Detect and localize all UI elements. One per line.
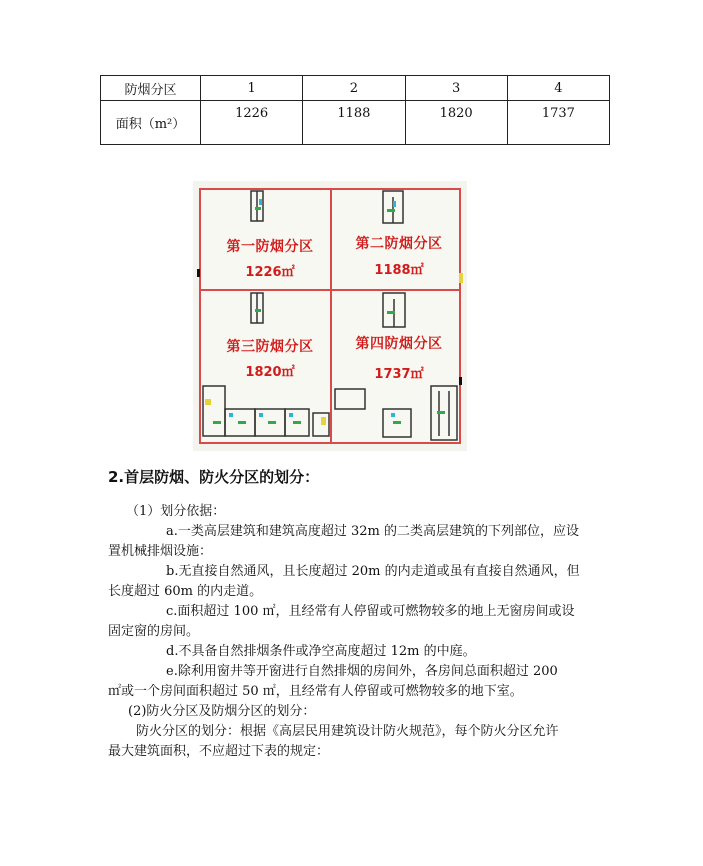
body-line: 置机械排烟设施： xyxy=(108,544,213,559)
body-line: a.一类高层建筑和建筑高度超过 32m 的二类高层建筑的下列部位，应设 xyxy=(166,524,580,539)
plan-zone-3-name: 第三防烟分区 xyxy=(226,339,314,355)
plan-zone-2-name: 第二防烟分区 xyxy=(355,236,443,252)
body-line: 长度超过 60m 的内走道。 xyxy=(108,584,263,599)
section-heading: 2.首层防烟、防火分区的划分： xyxy=(108,468,320,486)
table-row xyxy=(101,101,610,145)
body-line: c.面积超过 100 ㎡，且经常有人停留或可燃物较多的地上无窗房间或设 xyxy=(166,604,575,619)
table-zone-cell: 4 xyxy=(507,76,609,101)
plan-zone-1-area: 1226㎡ xyxy=(245,265,295,280)
plan-zone-4-name: 第四防烟分区 xyxy=(355,336,443,352)
plan-zone-4-area: 1737㎡ xyxy=(374,367,424,382)
table-area-label: 面积（m²） xyxy=(101,101,201,145)
table-area-cell: 1737 xyxy=(507,101,609,145)
plan-zone-3-area: 1820㎡ xyxy=(245,365,295,380)
plan-zone-1-name: 第一防烟分区 xyxy=(226,239,314,255)
plan-zone-2-area: 1188㎡ xyxy=(374,263,424,278)
body-line: (2)防火分区及防烟分区的划分： xyxy=(128,704,316,719)
body-line: 最大建筑面积，不应超过下表的规定： xyxy=(108,744,330,759)
smoke-zone-area-table xyxy=(100,75,610,145)
table-area-cell: 1226 xyxy=(201,101,303,145)
body-line: e.除利用窗井等开窗进行自然排烟的房间外，各房间总面积超过 200 xyxy=(166,664,558,679)
floor-plan-drawing xyxy=(193,181,467,451)
table-area-cell: 1820 xyxy=(405,101,507,145)
body-line: 固定窗的房间。 xyxy=(108,624,200,639)
floor-plan-image xyxy=(193,181,467,451)
table-header-label: 防烟分区 xyxy=(101,76,201,101)
body-line: 防火分区的划分：根据《高层民用建筑设计防火规范》，每个防火分区允许 xyxy=(136,724,559,739)
table-zone-cell: 3 xyxy=(405,76,507,101)
table-zone-cell: 2 xyxy=(303,76,405,101)
table-area-cell: 1188 xyxy=(303,101,405,145)
body-line: ㎡或一个房间面积超过 50 ㎡，且经常有人停留或可燃物较多的地下室。 xyxy=(108,684,523,699)
body-line: d.不具备自然排烟条件或净空高度超过 12m 的中庭。 xyxy=(166,644,476,659)
body-line: （1）划分依据： xyxy=(126,504,226,519)
body-line: b.无直接自然通风，且长度超过 20m 的内走道或虽有直接自然通风，但 xyxy=(166,564,580,579)
table-row xyxy=(101,76,610,101)
table-zone-cell: 1 xyxy=(201,76,303,101)
